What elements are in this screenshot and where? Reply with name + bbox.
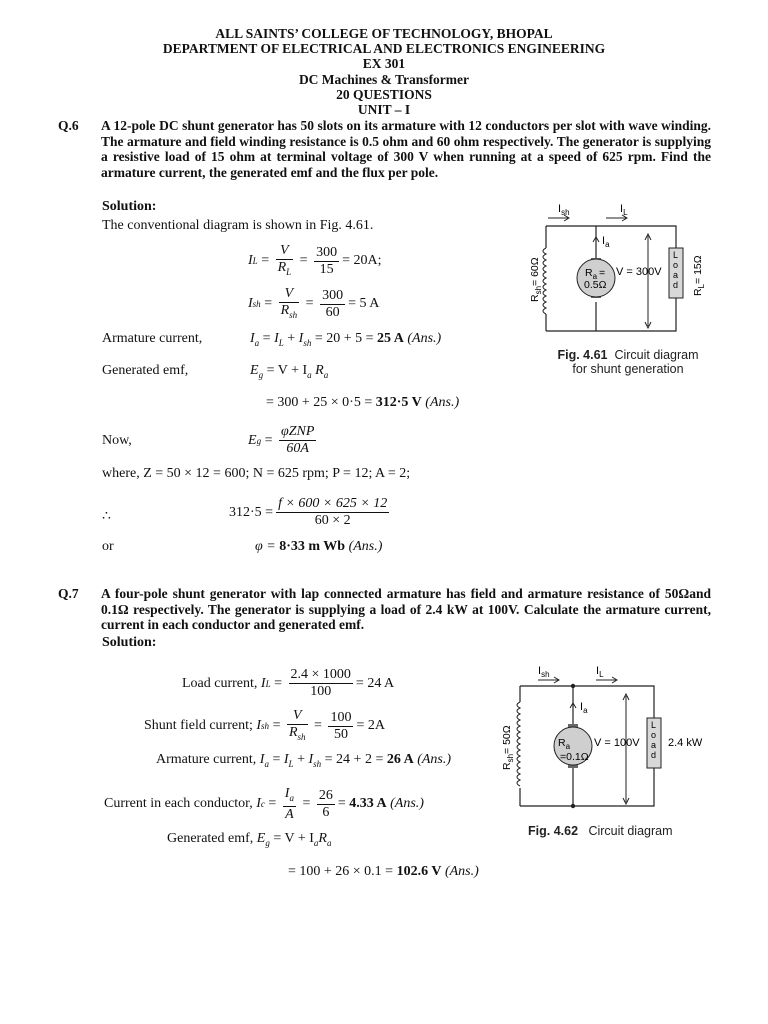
q6-now-label: Now, [102,433,132,448]
course-code: EX 301 [362,56,406,72]
q6-armature-eq: $I_a = I_L + I_{sh} = 20 + 5 = 25$ A (Ans.) [250,331,442,348]
q6-armature-label: Armature current, [102,331,203,346]
fig62-il-label: $I_L$ [596,665,604,679]
q6-number: Q.6 [58,118,79,133]
q6-eq-shunt-current: I sh = $\frac{V}{R_{sh}}$ = $\frac{300}{60}$ = 5 A [248,286,380,320]
q7-shunt-current: Shunt field current; I sh = $\frac{V}{R_{sh}}$ = $\frac{100}{50}$ = 2A [144,708,385,742]
department-name: DEPARTMENT OF ELECTRICAL AND ELECTRONICS ENGINEERING [162,41,606,57]
fig62-voltage: V = 100V [594,737,640,749]
fig62-ra-label: $R_a$ [558,737,571,751]
q7-text: A four-pole shunt generator with lap connected armature has field and armature resistance of 50Ωand 0.1Ω respectively. The generator is supplying a load of 2.4 kW at 100V. Calculate the armature current, current in each conductor and generated emf. [101,586,711,633]
fig61-ish-label: $I_{sh}$ [558,203,570,217]
fig61-rsh-label: $R_{sh}= 60\Omega$ [529,257,543,302]
q6-or-label: or [102,539,114,554]
subject-title: DC Machines & Transformer [298,71,470,87]
q6-phi-result: φ = 8·33 m Wb (Ans.) [255,539,383,554]
q6-gen-step: = 300 + 25 × 0·5 = 312·5 V (Ans.) [266,395,460,410]
fig62-power: 2.4 kW [668,737,703,749]
q6-gen-eq: $E_g = V + I_a$ $R_a$ [250,363,329,380]
college-name: ALL SAINTS’ COLLEGE OF TECHNOLOGY, BHOPAL [215,26,553,41]
fig-4-61-circuit [498,196,718,346]
fig61-ia-label: $I_a$ [602,235,610,249]
q6-emf-formula: E g = $\frac{\text{φZNP}}{60A}$ [248,424,315,456]
q7-gen-emf: Generated emf, $E_g = V + I_aR_a$ [167,831,332,848]
q6-calc: 312·5 = $\frac{f \times 600 \times 625 \times 12}{60 \times 2}$ [229,496,388,528]
question-count: 20 QUESTIONS [336,86,432,102]
fig61-load-text: L o a d [673,250,679,290]
fig61-voltage: V = 300V [616,266,662,278]
fig61-rl-label: $R_L= 15\Omega$ [692,255,706,296]
q7-solution-label: Solution: [102,635,157,650]
q7-gen-step: = 100 + 26 × 0.1 = 102.6 V (Ans.) [288,864,479,879]
fig62-ia-label: $I_a$ [580,701,588,715]
q7-number: Q.7 [58,586,79,601]
fig61-ra-label: $R_a$ = [585,267,606,281]
fig61-caption: Fig. 4.61 Circuit diagram for shunt generation [557,348,699,376]
q7-armature-current: Armature current, $I_a = I_L + I_{sh} = 24 + 2 = 26$ A (Ans.) [156,752,452,769]
q6-text: A 12-pole DC shunt generator has 50 slots on its armature with 12 conductors per slot with wave winding. The armature and field winding resistance is 0.5 ohm and 60 ohm respectively. The generator is supplying a resistive load of 15 ohm at terminal voltage of 300 V when running at a speed of 625 rpm. Find the armature current, the generated emf and the flux per pole. [101,118,711,180]
fig62-rsh-label: $R_{sh}= 50\Omega$ [501,725,515,770]
q6-intro: The conventional diagram is shown in Fig. 4.61. [102,218,374,233]
fig61-il-label: $I_L$ [620,203,628,217]
fig62-load-text: L o a d [651,720,657,760]
fig62-ra-value: =0.1Ω [560,751,589,763]
fig62-caption: Fig. 4.62 Circuit diagram [528,824,673,838]
q7-load-current: Load current, I L = $\frac{2.4 \times 1000}{100}$ = 24 A [182,667,395,699]
q6-where: where, Z = 50 × 12 = 600; N = 625 rpm; P = 12; A = 2; [102,466,411,481]
fig62-ish-label: $I_{sh}$ [538,665,550,679]
q6-eq-load-current: I L = $\frac{V}{R_L}$ = $\frac{300}{15}$ = 20A; [248,243,382,277]
q6-gen-label: Generated emf, [102,363,189,378]
q7-conductor-current: Current in each conductor, I c = $\frac{I_a}{A}$ = $\frac{26}{6}$ = 4.33 A (Ans.) [104,786,424,822]
unit-label: UNIT – I [357,102,411,118]
fig-4-62-circuit [496,660,726,820]
fig61-ra-value: 0.5Ω [584,279,607,291]
document-header [0,26,768,117]
q6-therefore: ∴ [102,509,111,524]
q6-solution-label: Solution: [102,199,157,214]
